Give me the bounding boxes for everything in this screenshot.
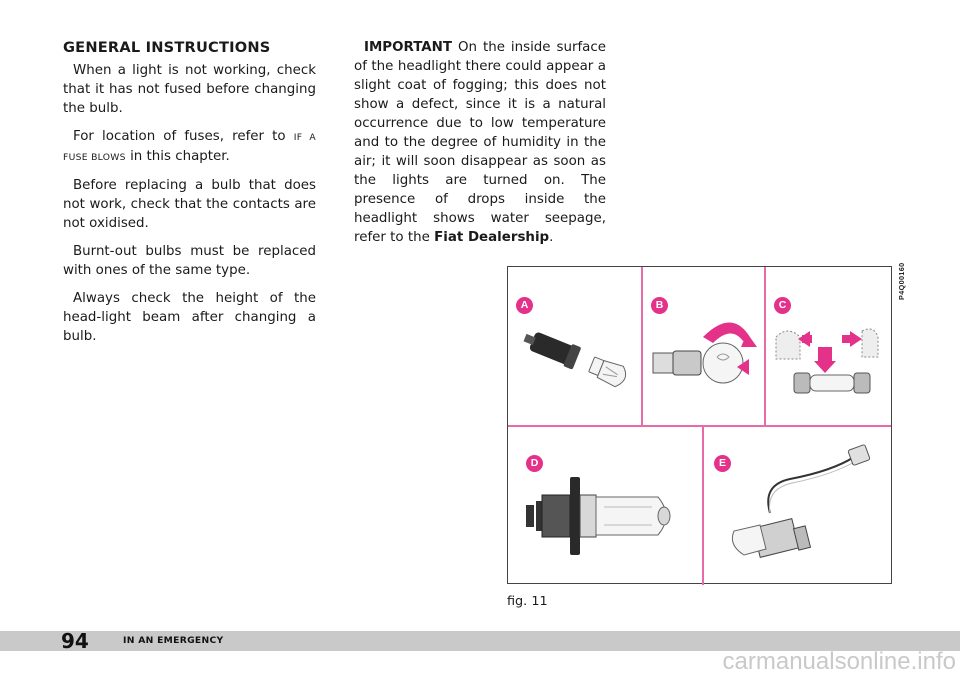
page-number: 94 bbox=[61, 629, 89, 653]
h4-bulb-illustration bbox=[508, 427, 702, 585]
fuse-location-suffix: in this chapter. bbox=[125, 149, 230, 164]
important-end: . bbox=[549, 230, 554, 245]
dealership-reference: Fiat Dealership bbox=[434, 230, 550, 245]
label-e-badge: E bbox=[714, 455, 731, 472]
section-heading: GENERAL INSTRUCTIONS bbox=[63, 39, 271, 56]
bulb-types-figure bbox=[507, 266, 892, 584]
watermark: carmanualsonline.info bbox=[722, 648, 956, 675]
paragraph-headlight-height: Always check the height of the head-light beam after changing a bulb. bbox=[63, 291, 316, 344]
h3-bulb-illustration bbox=[704, 427, 893, 585]
fuse-location-text: For location of fuses, refer to bbox=[73, 129, 294, 144]
fuse-blows-reference: IF A FUSE BLOWS bbox=[63, 132, 317, 163]
festoon-bulb-illustration bbox=[766, 267, 893, 425]
paragraph-check-fuse: When a light is not working, check that it has not fused before changing the bulb. bbox=[63, 63, 316, 116]
bayonet-bulb-illustration bbox=[643, 267, 764, 425]
panel-e bbox=[704, 427, 893, 585]
paragraph-same-type: Burnt-out bulbs must be replaced with ones of the same type. bbox=[63, 244, 316, 278]
label-c-badge: C bbox=[774, 297, 791, 314]
important-note bbox=[354, 38, 606, 247]
label-a-badge: A bbox=[516, 297, 533, 314]
important-text: On the inside surface of the headlight there could appear a slight coat of fogging; this does not show a defect, since it is a natural occurrence due to low temperature and to the degree of humidity in the air; it will soon disappear as soon as the lights are turned on. The presence of drops inside the headlight shows water seepage, refer to the bbox=[354, 40, 606, 245]
figure-code: P4Q00160 bbox=[897, 262, 906, 300]
paragraph-fuse-location bbox=[63, 127, 316, 167]
panel-a bbox=[508, 267, 641, 425]
important-label: IMPORTANT bbox=[364, 40, 453, 55]
section-title: IN AN EMERGENCY bbox=[123, 635, 224, 646]
panel-c bbox=[766, 267, 893, 425]
wedge-bulb-holder-illustration bbox=[508, 267, 641, 425]
right-column bbox=[354, 38, 606, 256]
left-column bbox=[63, 38, 316, 355]
label-d-badge: D bbox=[526, 455, 543, 472]
panel-b bbox=[643, 267, 764, 425]
panel-d bbox=[508, 427, 702, 585]
paragraph-contacts: Before replacing a bulb that does not work, check that the contacts are not oxidised. bbox=[63, 178, 316, 231]
label-b-badge: B bbox=[651, 297, 668, 314]
figure-caption: fig. 11 bbox=[507, 594, 548, 609]
